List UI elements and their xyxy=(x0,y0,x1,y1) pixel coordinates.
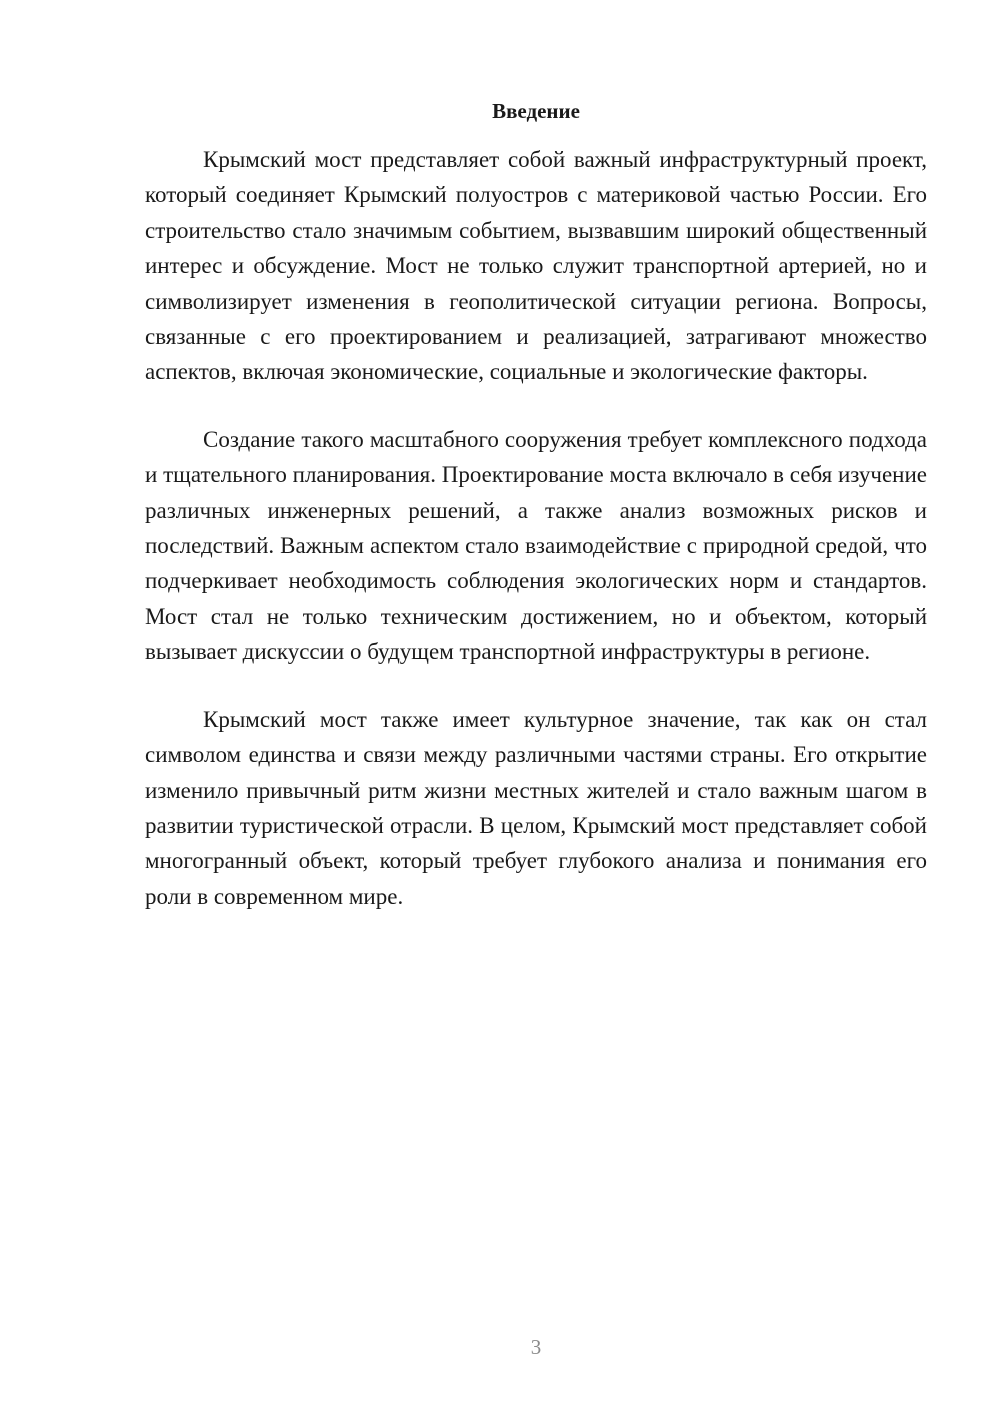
paragraph-2: Создание такого масштабного сооружения требует комплексного подхода и тщательного планирования. Проектирование моста включало в себя изучение различных инженерных решений, а также анализ возможных рисков и последствий. Важным аспектом стало взаимодействие с природной средой, что подчеркивает необходимость соблюдения экологических норм и стандартов. Мост стал не только техническим достижением, но и объектом, который вызывает дискуссии о будущем транспортной инфраструктуры в регионе. xyxy=(145,426,927,665)
paragraph-1: Крымский мост представляет собой важный инфраструктурный проект, который соединяет Крымский полуостров с материковой частью России. Его строительство стало значимым событием, вызвавшим широкий общественный интерес и обсуждение. Мост не только служит транспортной артерией, но и символизирует изменения в геополитической ситуации региона. Вопросы, связанные с его проектированием и реализацией, затрагивают множество аспектов, включая экономические, социальные и экологические факторы. xyxy=(145,147,927,385)
body-text xyxy=(145,142,927,946)
section-title: Введение xyxy=(492,99,580,123)
paragraph-3: Крымский мост также имеет культурное значение, так как он стал символом единства и связи между различными частями страны. Его открытие изменило привычный ритм жизни местных жителей и стало важным шагом в развитии туристической отрасли. В целом, Крымский мост представляет собой многогранный объект, который требует глубокого анализа и понимания его роли в современном мире. xyxy=(145,706,927,909)
page-number: 3 xyxy=(530,1335,542,1359)
